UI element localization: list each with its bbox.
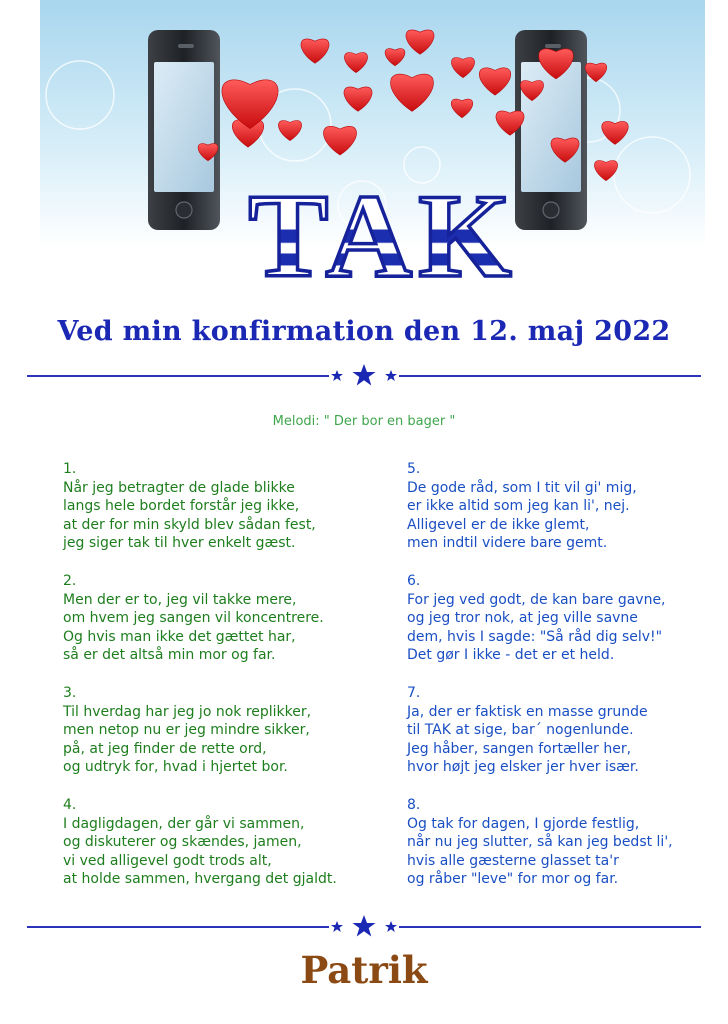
verse-line: på, at jeg finder de rette ord,: [63, 740, 267, 757]
verse-number: 6.: [407, 573, 421, 589]
verse-line: Og hvis man ikke det gættet har,: [63, 628, 296, 645]
verse-6: [407, 572, 727, 684]
verse-2: [63, 572, 383, 684]
verse-line: Alligevel er de ikke glemt,: [407, 516, 590, 533]
verse-line: For jeg ved godt, de kan bare gavne,: [407, 591, 666, 608]
verse-line: Ja, der er faktisk en masse grunde: [407, 703, 648, 720]
melody-line: Melodi: " Der bor en bager ": [272, 414, 456, 429]
verse-number: 3.: [63, 685, 77, 701]
verse-4: [63, 796, 383, 908]
verse-line: om hvem jeg sangen vil koncentrere.: [63, 610, 324, 626]
verse-line: at holde sammen, hvergang det gjaldt.: [63, 871, 337, 887]
verse-5: [407, 460, 727, 572]
verse-line: Men der er to, jeg vil takke mere,: [63, 591, 297, 608]
divider-bottom: [27, 914, 701, 940]
tak-title: [248, 169, 517, 290]
verse-line: når nu jeg slutter, så kan jeg bedst li',: [407, 834, 673, 850]
verse-line: Til hverdag har jeg jo nok replikker,: [63, 703, 312, 720]
verse-line: Og tak for dagen, I gjorde festlig,: [407, 815, 640, 832]
divider-top: [27, 363, 701, 389]
verse-number: 1.: [63, 461, 77, 477]
verse-7: [407, 684, 727, 796]
verse-8: [407, 796, 727, 908]
verse-line: Jeg håber, sangen fortæller her,: [407, 740, 632, 757]
verse-line: Det gør I ikke - det er et held.: [407, 647, 615, 663]
svg-text:TAK: TAK: [248, 169, 518, 290]
verse-line: vi ved alligevel godt trods alt,: [63, 852, 272, 869]
stars-icon: [329, 914, 399, 940]
verse-line: dem, hvis I sagde: "Så råd dig selv!": [407, 628, 663, 645]
verses-left-column: [63, 460, 383, 908]
verse-line: til TAK at sige, bar´ nogenlunde.: [407, 722, 634, 738]
verse-line: hvis alle gæsterne glasset ta'r: [407, 852, 619, 869]
verse-line: De gode råd, som I tit vil gi' mig,: [407, 479, 637, 496]
verse-number: 4.: [63, 797, 77, 813]
stars-icon: [329, 363, 399, 389]
verse-number: 7.: [407, 685, 421, 701]
verse-number: 2.: [63, 573, 77, 589]
verse-line: og udtryk for, hvad i hjertet bor.: [63, 759, 288, 775]
verse-line: Når jeg betragter de glade blikke: [63, 479, 295, 496]
verses-right-column: [407, 460, 727, 908]
verse-line: og diskuterer og skændes, jamen,: [63, 834, 302, 850]
verse-line: jeg siger tak til hver enkelt gæst.: [63, 535, 296, 551]
verse-3: [63, 684, 383, 796]
verse-line: så er det altså min mor og far.: [63, 647, 276, 663]
verse-line: langs hele bordet forstår jeg ikke,: [63, 498, 300, 514]
verse-line: men netop nu er jeg mindre sikker,: [63, 722, 310, 738]
verse-number: 5.: [407, 461, 421, 477]
verse-line: men indtil videre bare gemt.: [407, 535, 608, 551]
verse-line: og jeg tror nok, at jeg ville savne: [407, 610, 638, 626]
verse-line: og råber "leve" for mor og far.: [407, 871, 619, 887]
verse-line: at der for min skyld blev sådan fest,: [63, 516, 316, 533]
header-banner: [40, 0, 705, 290]
confirmation-subtitle: Ved min konfirmation den 12. maj 2022: [57, 316, 671, 347]
verse-line: hvor højt jeg elsker jer hver især.: [407, 759, 639, 775]
verse-number: 8.: [407, 797, 421, 813]
verse-1: [63, 460, 383, 572]
phone-left-icon: [148, 30, 220, 230]
signature-name: Patrik: [300, 948, 428, 992]
verse-line: I dagligdagen, der går vi sammen,: [63, 815, 305, 832]
verse-line: er ikke altid som jeg kan li', nej.: [407, 498, 630, 514]
